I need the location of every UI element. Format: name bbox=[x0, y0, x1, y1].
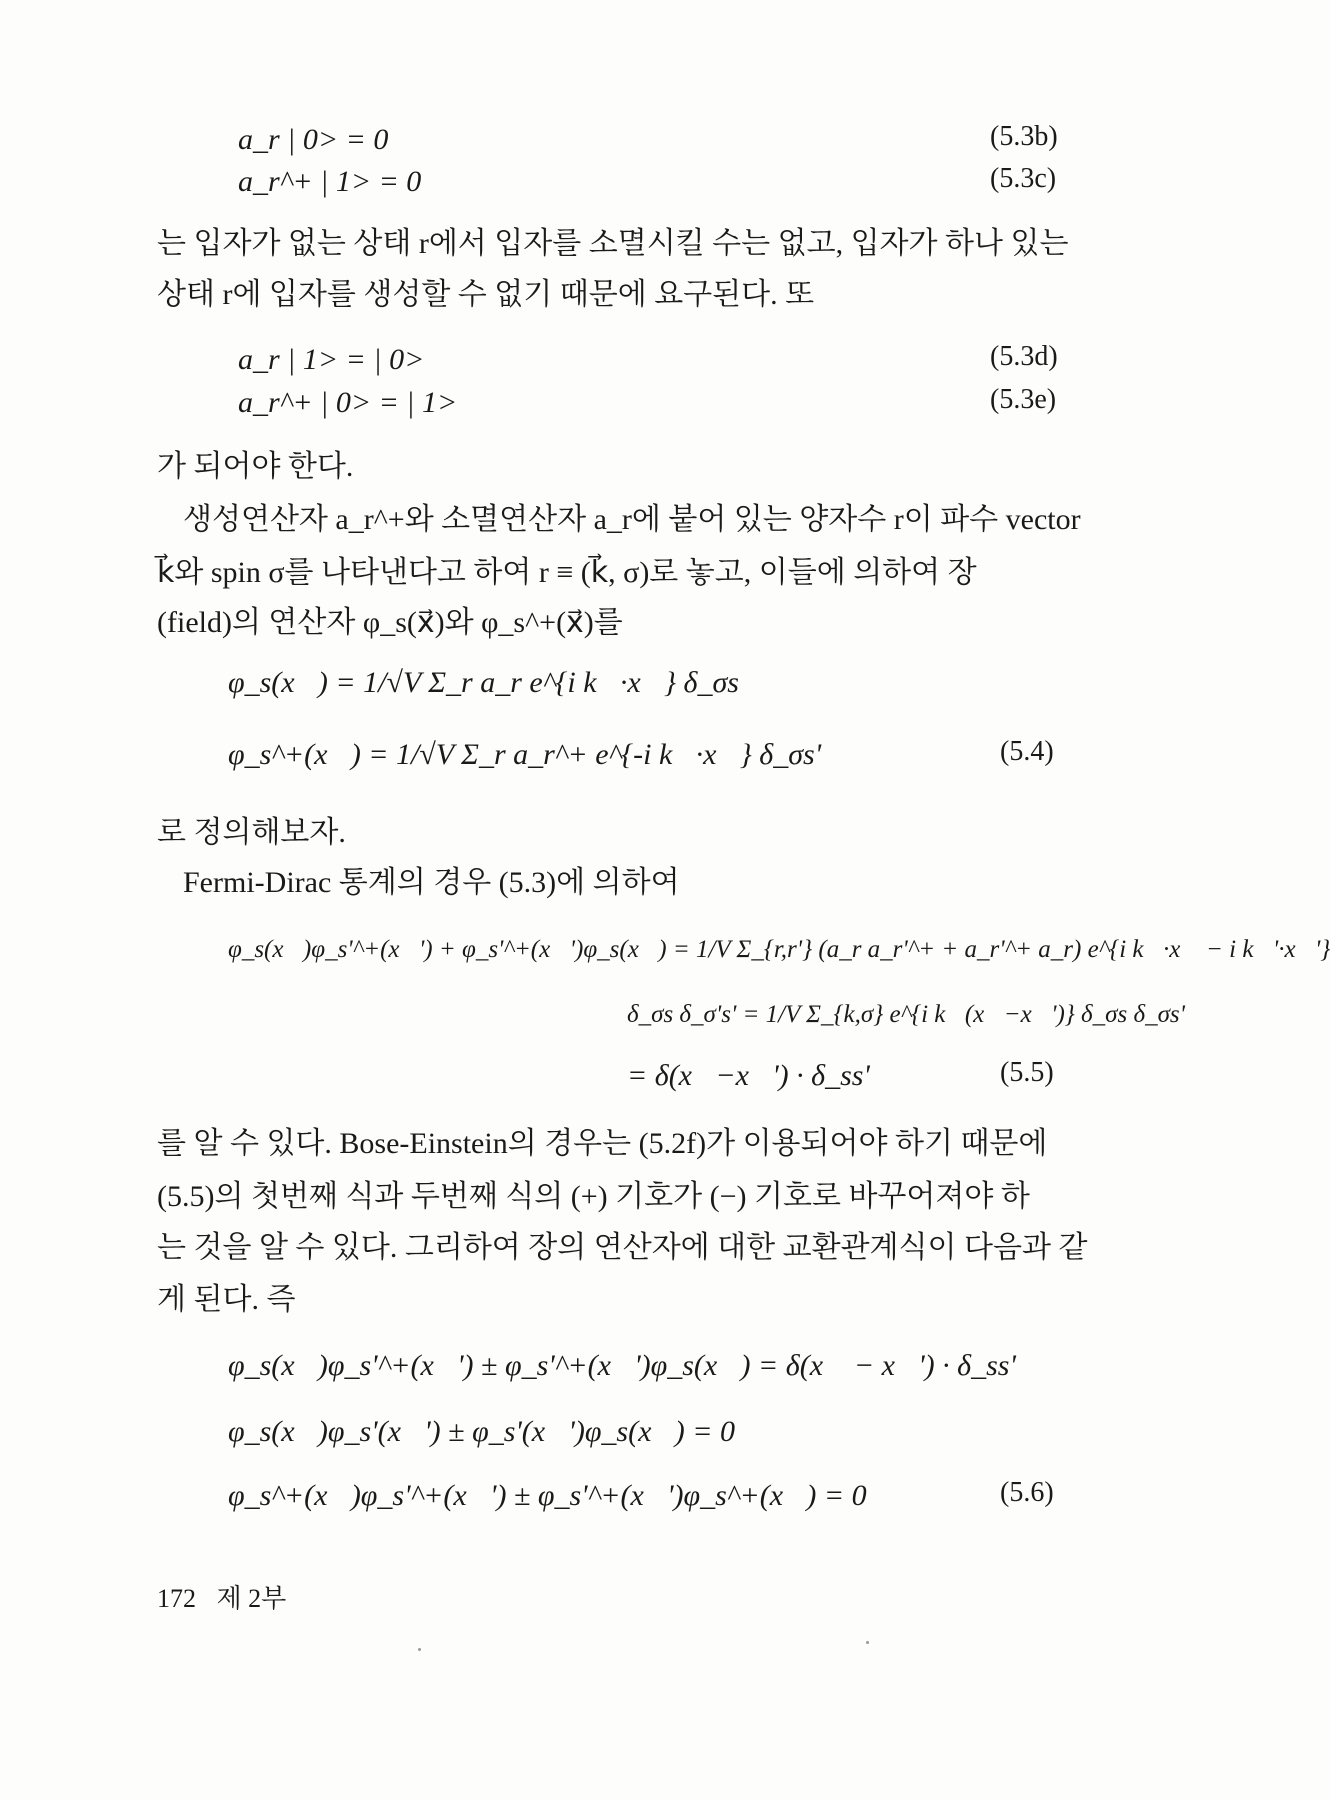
paragraph-line: 생성연산자 a_r^+와 소멸연산자 a_r에 붙어 있는 양자수 r이 파수 vector bbox=[183, 503, 1081, 536]
equation-expression: a_r | 0> = 0 bbox=[238, 123, 389, 156]
equation-5-6c bbox=[228, 1476, 867, 1516]
equation-number: (5.3b) bbox=[990, 121, 1058, 152]
paragraph-line: 를 알 수 있다. Bose-Einstein의 경우는 (5.2f)가 이용되어야 하기 때문에 bbox=[157, 1127, 1048, 1160]
equation-expression: a_r^+ | 1> = 0 bbox=[238, 165, 422, 198]
equation-5-5b bbox=[627, 995, 1185, 1035]
equation-expression: a_r | 1> = | 0> bbox=[238, 343, 425, 376]
equation-5-6a bbox=[228, 1346, 1016, 1386]
paragraph-line: 는 것을 알 수 있다. 그리하여 장의 연산자에 대한 교환관계식이 다음과 같 bbox=[157, 1231, 1088, 1264]
equation-5-3d bbox=[238, 340, 424, 380]
equation-expression: φ_s^+(x⃗)φ_s'^+(x⃗') ± φ_s'^+(x⃗')φ_s^+(x⃗) = 0 bbox=[228, 1479, 867, 1512]
paragraph-line: (field)의 연산자 φ_s(x⃗)와 φ_s^+(x⃗)를 bbox=[157, 606, 623, 639]
paragraph-line: (5.5)의 첫번째 식과 두번째 식의 (+) 기호가 (−) 기호로 바꾸어져야 하 bbox=[157, 1180, 1030, 1213]
part-label: 제 2부 bbox=[216, 1584, 287, 1613]
paragraph-line: 로 정의해보자. bbox=[157, 816, 346, 849]
paragraph-line: Fermi-Dirac 통계의 경우 (5.3)에 의하여 bbox=[183, 866, 680, 899]
equation-expression: φ_s(x⃗) = 1/√V Σ_r a_r e^{i k⃗·x⃗} δ_σs bbox=[228, 666, 739, 699]
equation-5-6b bbox=[228, 1412, 735, 1452]
paragraph-line: 상태 r에 입자를 생성할 수 없기 때문에 요구된다. 또 bbox=[157, 278, 815, 311]
equation-5-3b bbox=[238, 120, 388, 160]
scan-speck bbox=[866, 1641, 869, 1644]
page-number: 172 bbox=[157, 1584, 196, 1613]
equation-number: (5.3c) bbox=[990, 163, 1057, 194]
equation-expression: δ_σs δ_σ's' = 1/V Σ_{k,σ} e^{i k⃗(x⃗−x⃗')} δ_σs δ_σs' bbox=[627, 1001, 1185, 1028]
equation-number: (5.5) bbox=[1000, 1057, 1054, 1088]
equation-expression: φ_s(x⃗)φ_s'^+(x⃗') ± φ_s'^+(x⃗')φ_s(x⃗) = δ(x⃗ − x⃗') · δ_ss' bbox=[228, 1349, 1016, 1382]
equation-5-5a bbox=[228, 930, 1330, 970]
paragraph-line: 게 된다. 즉 bbox=[157, 1283, 296, 1316]
paragraph-line: 는 입자가 없는 상태 r에서 입자를 소멸시킬 수는 없고, 입자가 하나 있는 bbox=[157, 227, 1069, 260]
equation-expression: φ_s(x⃗)φ_s'^+(x⃗') + φ_s'^+(x⃗')φ_s(x⃗) = 1/V Σ_{r,r'} (a_r a_r'^+ + a_r'^+ a_r) e^{i k⃗·x⃗ − i k⃗'·x⃗'} bbox=[228, 936, 1330, 963]
equation-expression: φ_s^+(x⃗) = 1/√V Σ_r a_r^+ e^{-i k⃗·x⃗} δ_σs' bbox=[228, 738, 822, 771]
paragraph-line: k⃗와 spin σ를 나타낸다고 하여 r ≡ (k⃗, σ)로 놓고, 이들에 의하여 장 bbox=[157, 556, 977, 589]
scan-speck bbox=[418, 1648, 421, 1651]
equation-5-4b bbox=[228, 735, 821, 775]
equation-5-4a bbox=[228, 663, 739, 703]
equation-5-3e bbox=[238, 383, 457, 423]
equation-number: (5.6) bbox=[1000, 1477, 1054, 1508]
equation-number: (5.4) bbox=[1000, 736, 1054, 767]
paragraph-line: 가 되어야 한다. bbox=[157, 450, 354, 483]
equation-5-3c bbox=[238, 162, 421, 202]
equation-expression: a_r^+ | 0> = | 1> bbox=[238, 386, 458, 419]
equation-number: (5.3e) bbox=[990, 384, 1057, 415]
page-footer bbox=[157, 1578, 286, 1615]
equation-number: (5.3d) bbox=[990, 341, 1058, 372]
equation-5-5c bbox=[627, 1056, 870, 1096]
equation-expression: = δ(x⃗−x⃗') · δ_ss' bbox=[627, 1059, 870, 1092]
equation-expression: φ_s(x⃗)φ_s'(x⃗') ± φ_s'(x⃗')φ_s(x⃗) = 0 bbox=[228, 1415, 735, 1448]
